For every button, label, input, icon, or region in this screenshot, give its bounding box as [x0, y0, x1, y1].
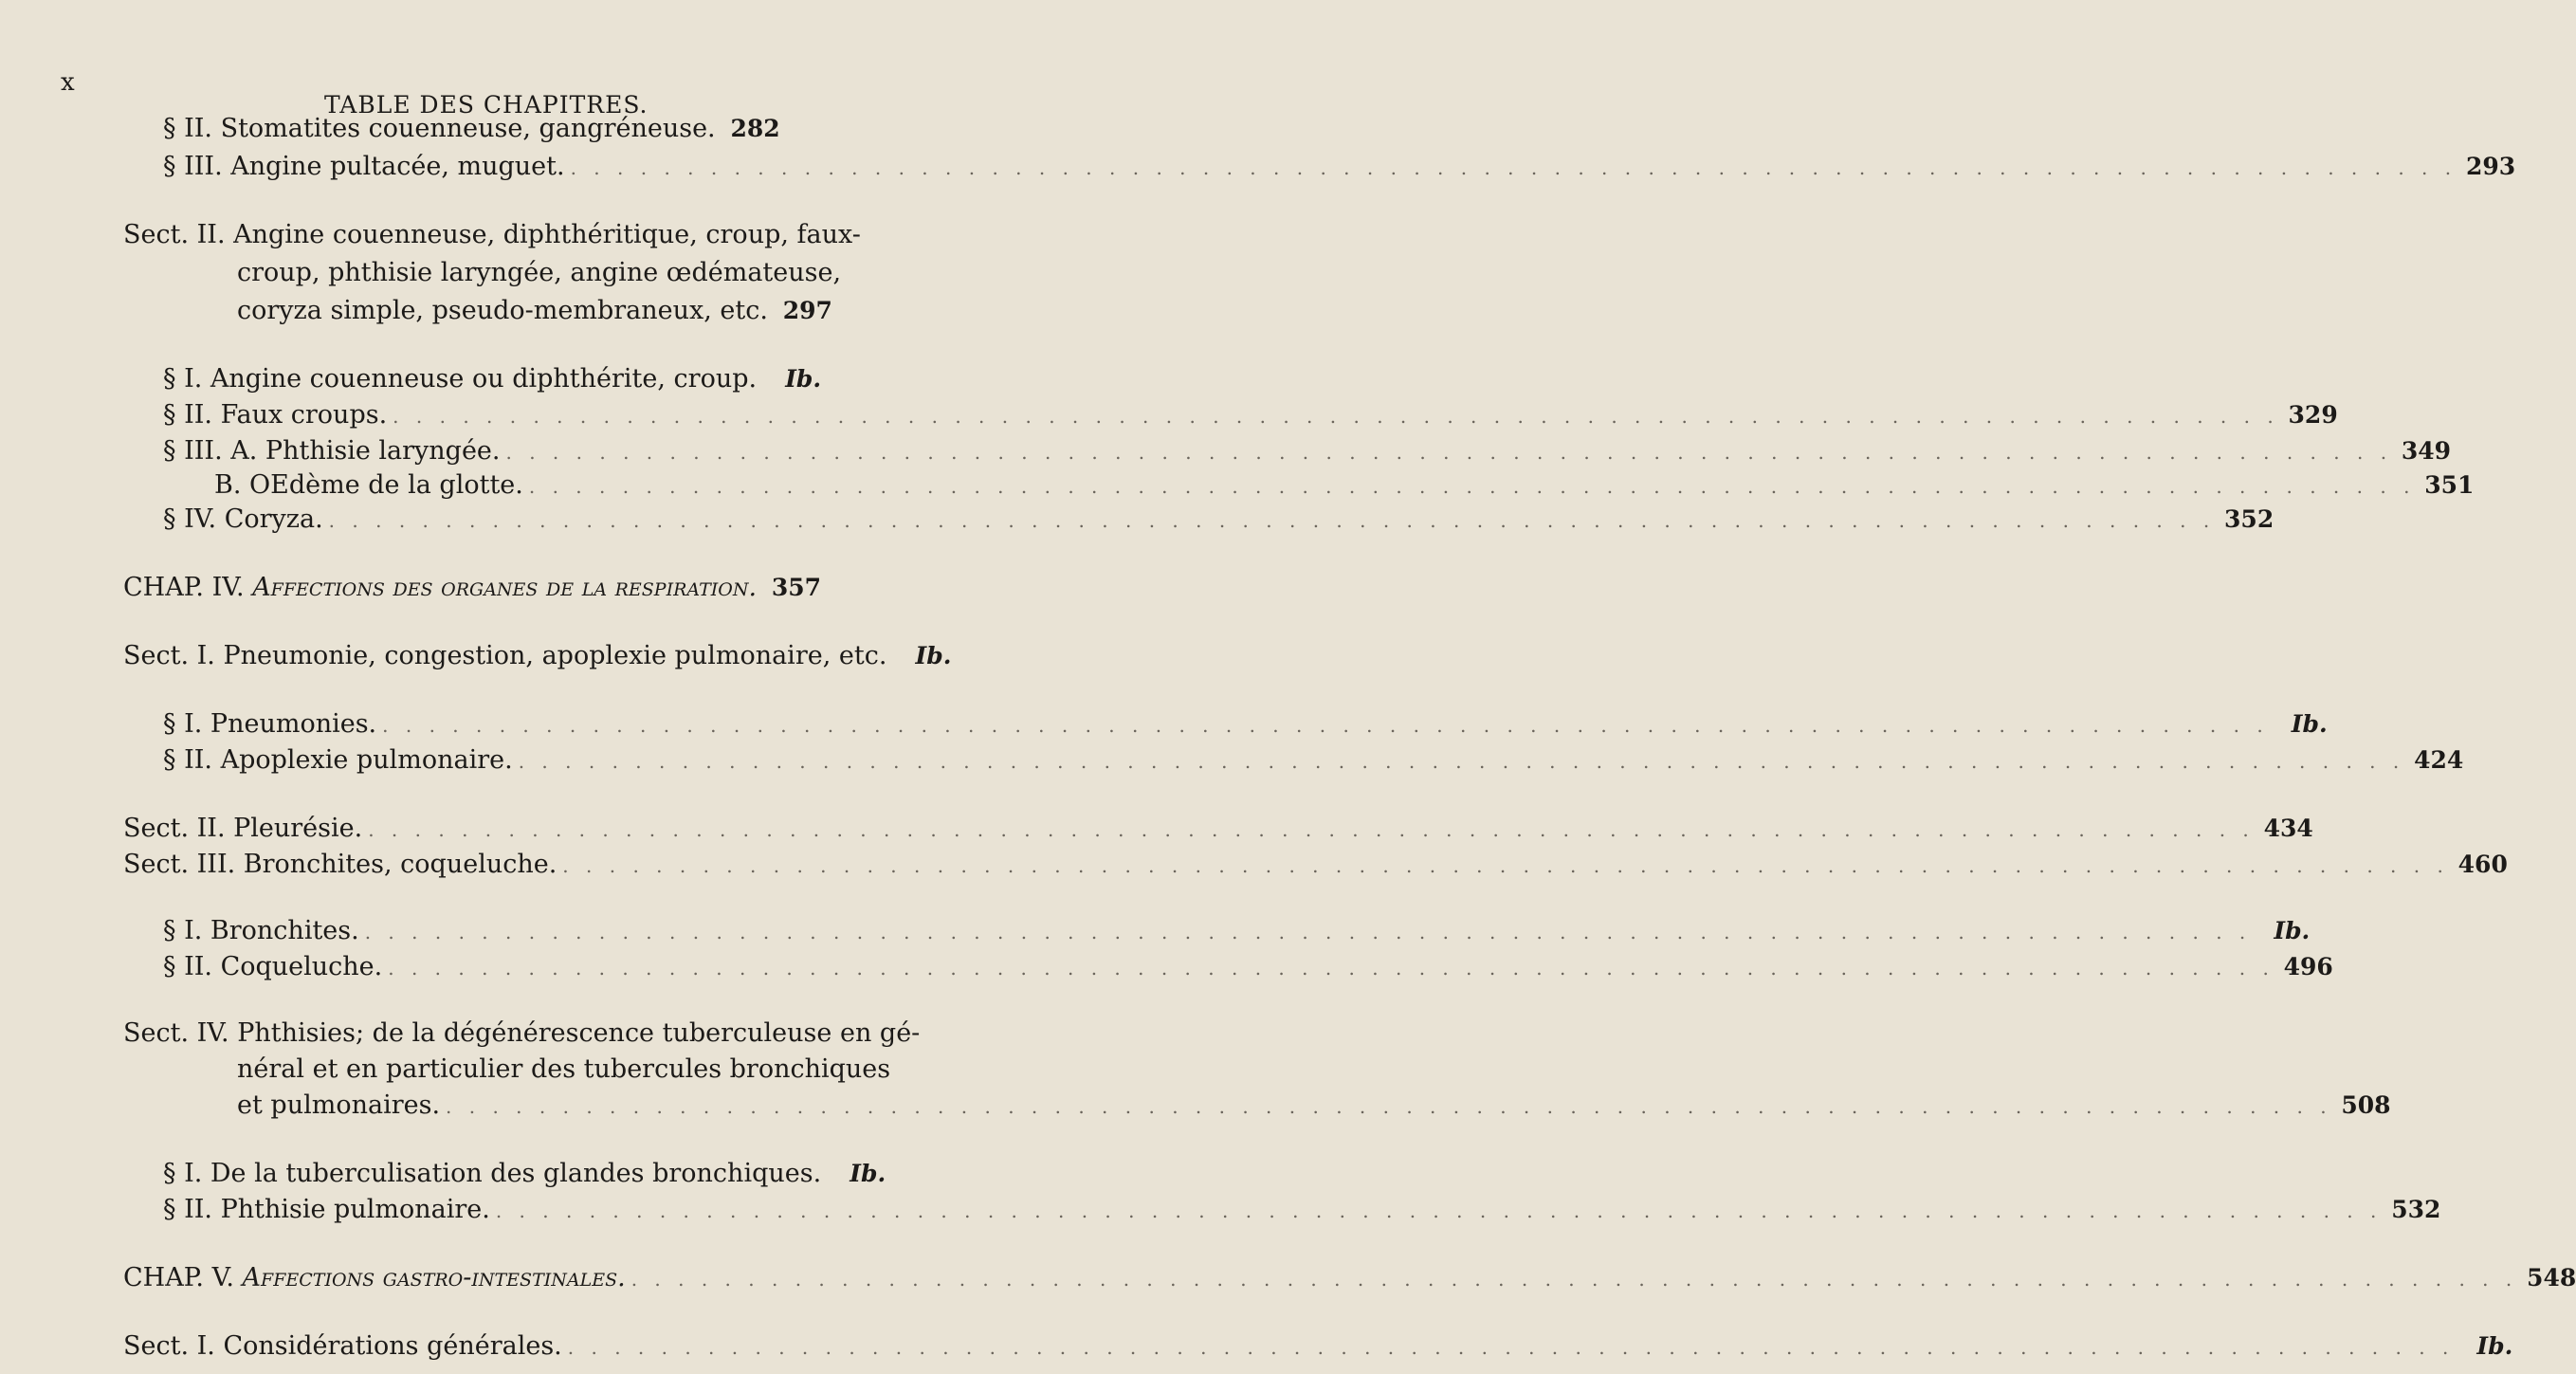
dot-leader: [496, 1200, 2383, 1222]
toc-entry: [163, 916, 2311, 945]
toc-entry-page: 460: [2457, 851, 2508, 878]
toc-entry-page: 329: [2288, 401, 2338, 429]
toc-entry: [123, 850, 2508, 879]
toc-entry: [123, 641, 952, 670]
dot-leader: [329, 509, 2216, 532]
toc-entry: [214, 470, 2475, 500]
toc-entry-page: 297: [782, 297, 832, 324]
toc-entry-page: Ib.: [2274, 917, 2311, 944]
dot-leader: [568, 1336, 2455, 1359]
dot-leader: [365, 921, 2252, 943]
toc-entry-page: 532: [2391, 1196, 2441, 1223]
toc-entry-title: Sect. II. Pleurésie.: [123, 814, 363, 843]
chapter-title: Affections des organes de la respiration.: [252, 573, 758, 602]
toc-entry-title: Sect. I. Pneumonie, congestion, apoplexie pulmonaire, etc.: [123, 641, 887, 670]
toc-entry-page: Ib.: [915, 642, 952, 669]
toc-entry-title: § IV. Coryza.: [163, 504, 323, 534]
toc-entry-title: § I. Bronchites.: [163, 916, 359, 945]
toc-entry-title: [123, 1263, 626, 1292]
toc-entry-title: B. OEdème de la glotte.: [214, 470, 523, 500]
toc-entry: [163, 504, 2275, 534]
toc-entry-title: § I. De la tuberculisation des glandes bronchiques.: [163, 1159, 822, 1188]
toc-entry-page: 496: [2283, 953, 2333, 980]
toc-entry-title: § II. Phthisie pulmonaire.: [163, 1195, 490, 1224]
toc-entry: [237, 296, 832, 325]
dot-leader: [631, 1268, 2518, 1291]
toc-entry-page: 434: [2263, 815, 2313, 842]
toc-entry-page: 352: [2224, 505, 2275, 533]
toc-entry: [163, 152, 2516, 181]
toc-entry: [163, 1195, 2441, 1224]
dot-leader: [519, 750, 2405, 773]
toc-entry-page: 424: [2414, 746, 2464, 774]
chapter-heading: [123, 573, 822, 602]
toc-entry: [123, 814, 2313, 843]
dot-leader: [529, 475, 2416, 498]
toc-entry: [163, 745, 2464, 775]
dot-leader: [506, 441, 2393, 464]
toc-entry: [163, 436, 2452, 466]
toc-entry-title: [123, 573, 757, 602]
toc-entry-title: § I. Angine couenneuse ou diphthérite, croup.: [163, 364, 758, 394]
toc-entry-title: néral et en particulier des tubercules bronchiques: [237, 1054, 891, 1084]
toc-entry-title: Sect. II. Angine couenneuse, diphthéritique, croup, faux-: [123, 220, 861, 249]
toc-entry-title: Sect. I. Considérations générales.: [123, 1331, 562, 1361]
dot-leader: [388, 957, 2275, 980]
toc-entry-page: Ib.: [2476, 1332, 2513, 1360]
page-mark: x: [61, 68, 75, 97]
toc-entry-page: 293: [2465, 153, 2516, 180]
dot-leader: [446, 1095, 2332, 1118]
toc-entry-page: Ib.: [785, 365, 822, 393]
toc-entry-title: § I. Pneumonies.: [163, 709, 377, 739]
running-head: TABLE DES CHAPITRES.: [324, 91, 649, 119]
dot-leader: [562, 854, 2449, 877]
toc-entry-title: Sect. IV. Phthisies; de la dégénérescence tuberculeuse en gé-: [123, 1018, 921, 1048]
toc-entry: [163, 952, 2333, 981]
toc-entry-title: croup, phthisie laryngée, angine œdémateuse,: [237, 258, 842, 287]
toc-entry-page: 351: [2424, 471, 2475, 499]
toc-entry-page: Ib.: [850, 1160, 886, 1187]
chapter-title: Affections gastro-intestinales.: [242, 1263, 626, 1292]
dot-leader: [393, 405, 2279, 428]
toc-entry: [123, 1331, 2513, 1361]
toc-entry-title: coryza simple, pseudo-membraneux, etc.: [237, 296, 768, 325]
toc-entry: [163, 114, 780, 143]
toc-entry-title: § III. A. Phthisie laryngée.: [163, 436, 501, 466]
chapter-number: CHAP. V.: [123, 1263, 234, 1292]
toc-entry-title: Sect. III. Bronchites, coqueluche.: [123, 850, 557, 879]
toc-entry-page: 357: [771, 574, 822, 601]
toc-entry-page: 282: [730, 115, 780, 142]
dot-leader: [382, 714, 2269, 737]
toc-entry: [237, 1090, 2391, 1120]
toc-entry: [163, 400, 2338, 430]
dot-leader: [571, 156, 2457, 179]
dot-leader: [368, 818, 2255, 841]
toc-entry: [163, 364, 822, 394]
chapter-number: CHAP. IV.: [123, 573, 245, 602]
toc-entry-page: Ib.: [2291, 710, 2328, 738]
toc-entry: [163, 709, 2328, 739]
toc-entry-page: 548: [2527, 1264, 2576, 1292]
chapter-heading: [123, 1263, 2576, 1292]
toc-entry-page: 508: [2341, 1091, 2391, 1119]
toc-entry-title: § III. Angine pultacée, muguet.: [163, 152, 565, 181]
toc-entry-title: § II. Coqueluche.: [163, 952, 383, 981]
toc-entry-title: et pulmonaires.: [237, 1090, 441, 1120]
toc-entry-title: § II. Stomatites couenneuse, gangréneuse.: [163, 114, 716, 143]
toc-entry-title: § II. Faux croups.: [163, 400, 388, 430]
toc-entry-page: 349: [2401, 437, 2452, 465]
toc-entry: [163, 1159, 886, 1188]
toc-entry-title: § II. Apoplexie pulmonaire.: [163, 745, 513, 775]
